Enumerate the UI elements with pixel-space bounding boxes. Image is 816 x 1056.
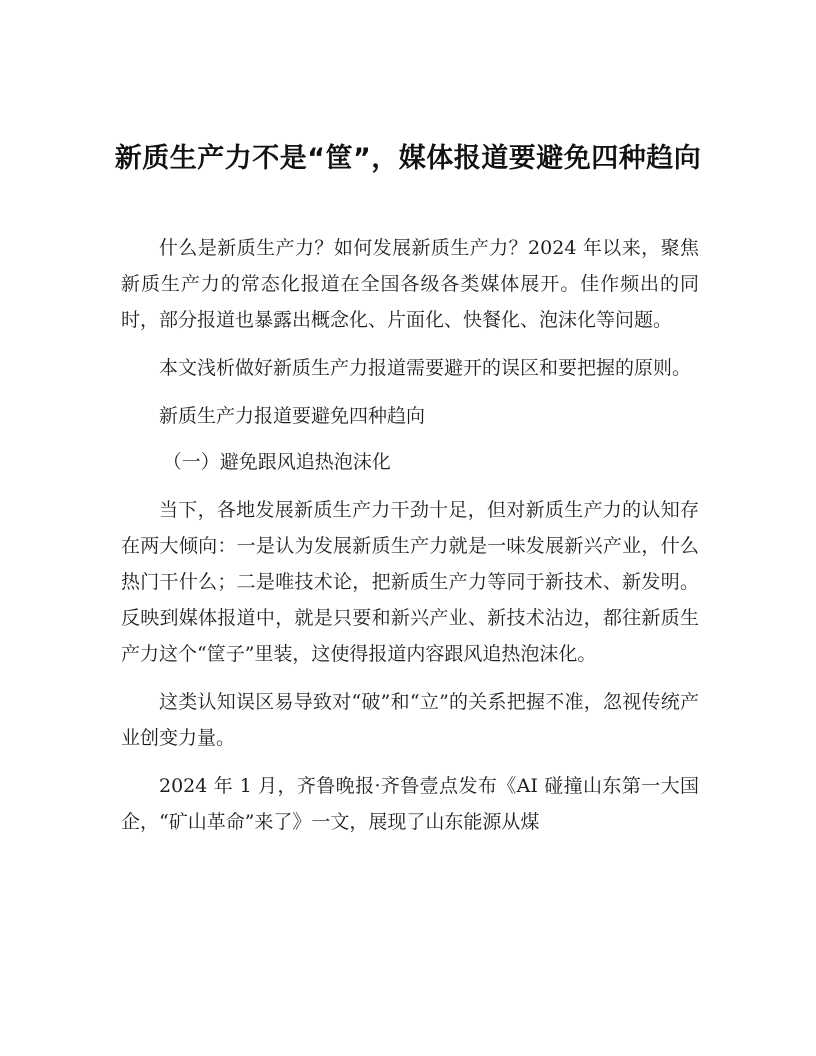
purpose-paragraph: 本文浅析做好新质生产力报道需要避开的误区和要把握的原则。 <box>159 357 692 379</box>
intro-paragraph: 什么是新质生产力？如何发展新质生产力？2024 年以来，聚焦新质生产力的常态化报道在全国各级各类媒体展开。佳作频出的同时，部分报道也暴露出概念化、片面化、快餐化、泡沫化等问题。 <box>121 237 699 331</box>
misconception-paragraph: 这类认知误区易导致对“破”和“立”的关系把握不准，忽视传统产业创变力量。 <box>121 691 699 749</box>
document-title: 新质生产力不是“筐”，媒体报道要避免四种趋向 <box>114 143 702 174</box>
subsection-heading: （一）避免跟风追热泡沫化 <box>162 451 391 473</box>
example-paragraph: 2024 年 1 月，齐鲁晚报·齐鲁壹点发布《AI 碰撞山东第一大国企，“矿山革命”来了》一文，展现了山东能源从煤 <box>121 775 699 833</box>
section-heading: 新质生产力报道要避免四种趋向 <box>159 405 426 427</box>
document-body <box>121 230 699 852</box>
analysis-paragraph: 当下，各地发展新质生产力干劲十足，但对新质生产力的认知存在两大倾向：一是认为发展新质生产力就是一味发展新兴产业，什么热门干什么；二是唯技术论，把新质生产力等同于新技术、新发明。反映到媒体报道中，就是只要和新兴产业、新技术沾边，都往新质生产力这个“筐子”里装，这使得报道内容跟风追热泡沫化。 <box>121 499 699 665</box>
